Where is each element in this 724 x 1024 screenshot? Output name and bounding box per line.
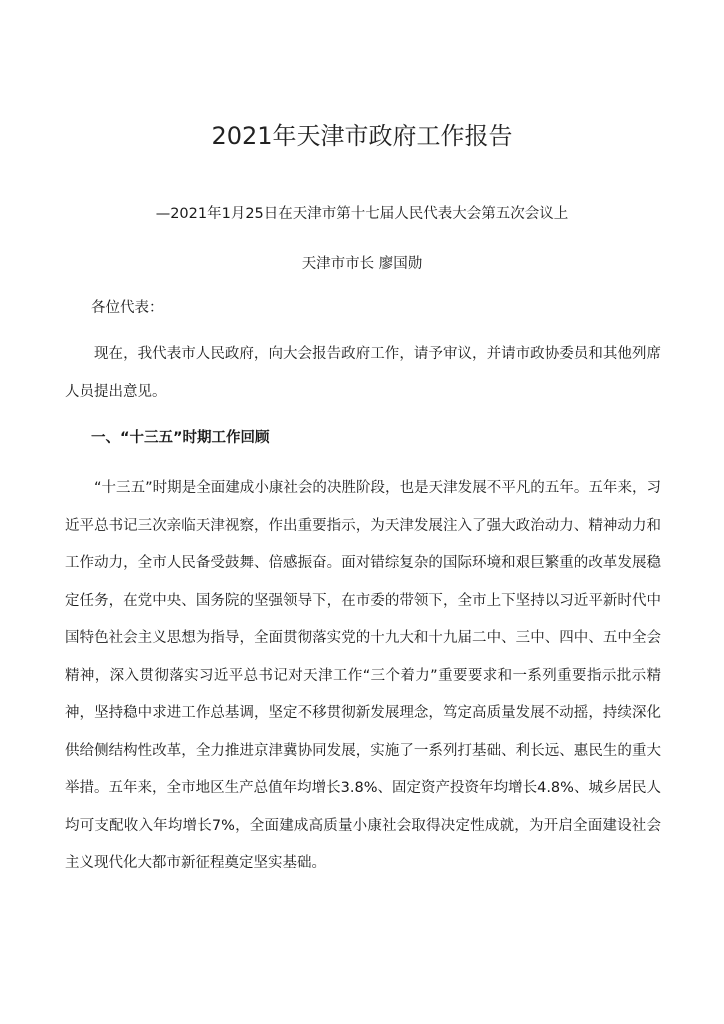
section-paragraph: “十三五”时期是全面建成小康社会的决胜阶段，也是天津发展不平凡的五年。五年来，习近平总书记三次亲临天津视察，作出重要指示，为天津发展注入了强大政治动力、精神动力和工作动力，全市人民备受鼓舞、倍感振奋。面对错综复杂的国际环境和艰巨繁重的改革发展稳定任务，在党中央、国务院的坚强领导下，在市委的带领下，全市上下坚持以习近平新时代中国特色社会主义思想为指导，全面贯彻落实党的十九大和十九届二中、三中、四中、五中全会精神，深入贯彻落实习近平总书记对天津工作“三个着力”重要要求和一系列重要指示批示精神，坚持稳中求进工作总基调，坚定不移贯彻新发展理念，笃定高质量发展不动摇，持续深化供给侧结构性改革，全力推进京津冀协同发展，实施了一系列打基础、利长远、惠民生的重大举措。五年来，全市地区生产总值年均增长3.8%、固定资产投资年均增长4.8%、城乡居民人均可支配收入年均增长7%，全面建成高质量小康社会取得决定性成就，为开启全面建设社会主义现代化大都市新征程奠定坚实基础。 xyxy=(65,480,661,871)
section-heading: 一、“十三五”时期工作回顾 xyxy=(91,430,270,446)
intro-paragraph: 现在，我代表市人民政府，向大会报告政府工作，请予审议，并请市政协委员和其他列席人员提出意见。 xyxy=(65,346,661,400)
document-subtitle: —2021年1月25日在天津市第十七届人民代表大会第五次会议上 xyxy=(155,206,569,222)
salutation: 各位代表： xyxy=(91,300,164,316)
document-author: 天津市市长 廖国勋 xyxy=(301,256,423,272)
document-title: 2021年天津市政府工作报告 xyxy=(211,122,513,150)
